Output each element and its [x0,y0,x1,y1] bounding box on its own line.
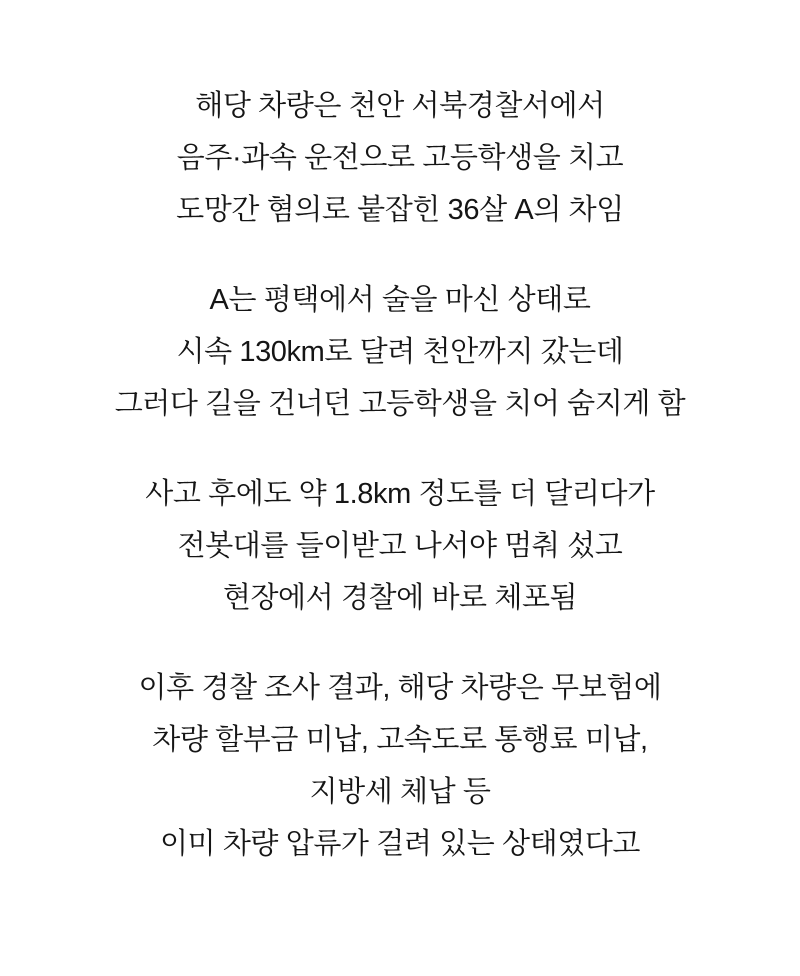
text-line: 현장에서 경찰에 바로 체포됨 [222,582,578,614]
text-line: 음주·과속 운전으로 고등학생을 치고 [176,142,624,174]
paragraph-3 [40,468,760,624]
text-line: 지방세 체납 등 [309,776,491,808]
text-line: 사고 후에도 약 1.8km 정도를 더 달리다가 [145,478,655,510]
text-line: 해당 차량은 천안 서북경찰서에서 [195,90,605,122]
paragraph-4 [40,662,760,870]
text-line: 도망간 혐의로 붙잡힌 36살 A의 차임 [176,194,624,226]
text-line: 그러다 길을 건너던 고등학생을 치어 숨지게 함 [114,388,686,420]
paragraph-2 [40,274,760,430]
text-line: 이후 경찰 조사 결과, 해당 차량은 무보험에 [138,672,662,704]
text-line: 전봇대를 들이받고 나서야 멈춰 섰고 [177,530,623,562]
text-line: 차량 할부금 미납, 고속도로 통행료 미납, [152,724,648,756]
text-line: 시속 130km로 달려 천안까지 갔는데 [176,336,624,368]
text-line: 이미 차량 압류가 걸려 있는 상태였다고 [159,828,641,860]
text-line: A는 평택에서 술을 마신 상태로 [209,284,591,316]
paragraph-1 [40,80,760,236]
